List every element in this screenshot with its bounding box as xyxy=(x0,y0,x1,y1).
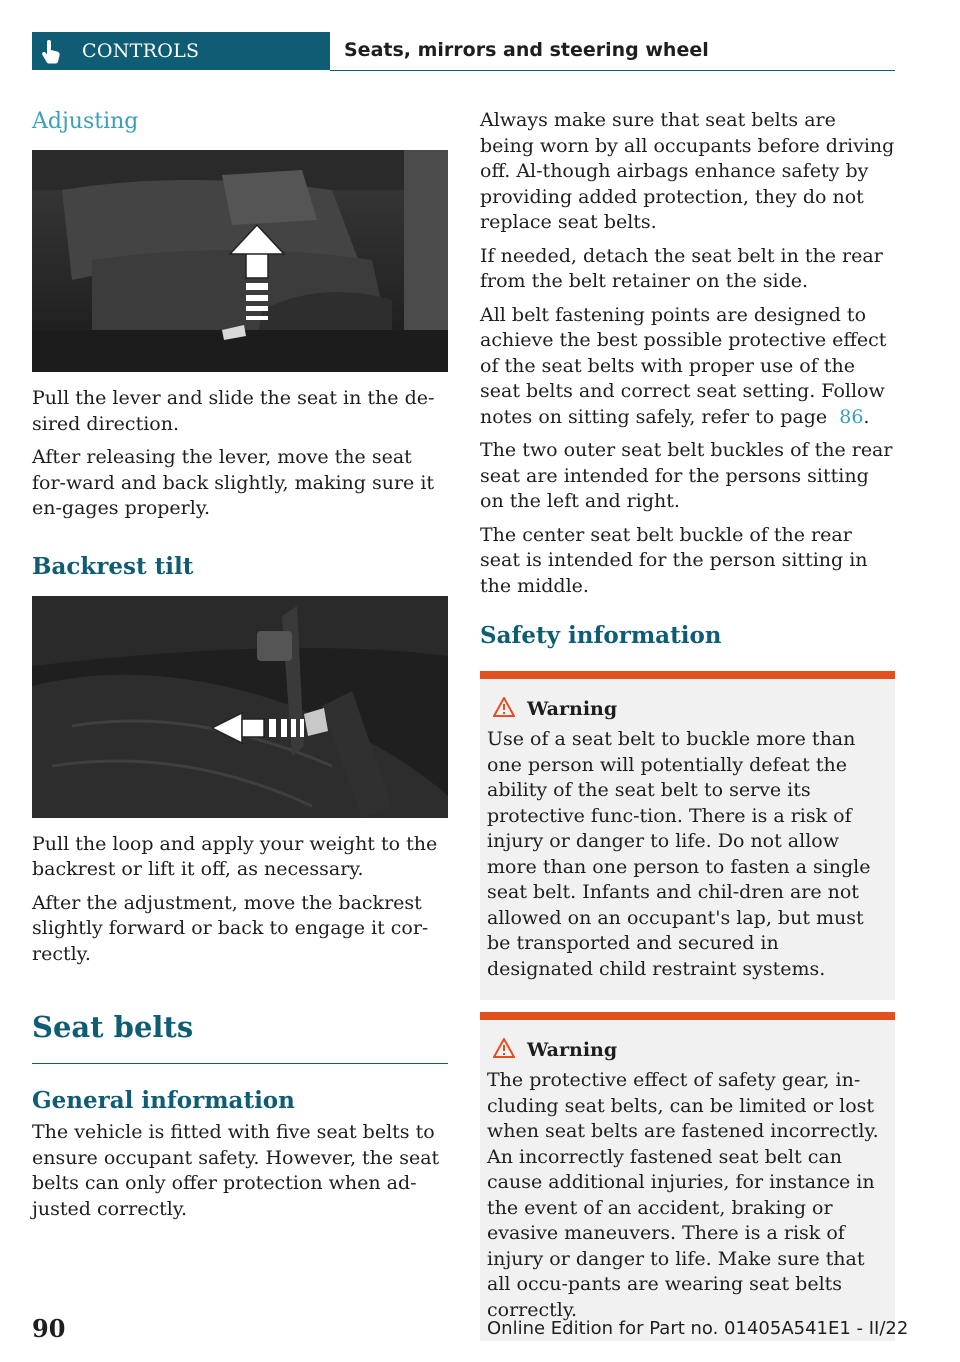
adjusting-text-2: After releasing the lever, move the seat for-ward and back slightly, making sure it en-gages properly. xyxy=(32,446,435,519)
belts-text-5: The center seat belt buckle of the rear seat is intended for the person sitting in the middle. xyxy=(480,523,868,597)
belts-text-2: If needed, detach the seat belt in the rear from the belt retainer on the side. xyxy=(480,244,883,292)
warning-title: Warning xyxy=(527,1039,618,1061)
backrest-text-2: After the adjustment, move the backrest slightly forward or back to engage it cor-rectly. xyxy=(32,891,429,965)
belts-text-3-body: All belt fastening points are designed to achieve the best possible protective effect of the seat belts with proper use of the seat belts and correct seat setting. Follow notes on sitting safely, refer to page xyxy=(480,303,887,428)
backrest-text-1: Pull the loop and apply your weight to the backrest or lift it off, as necessary. xyxy=(32,832,438,880)
page-reference-link[interactable]: 86 xyxy=(839,405,864,428)
rear-seat-lever-photo xyxy=(32,150,448,372)
header-divider xyxy=(330,70,895,71)
warning-box xyxy=(480,671,895,1000)
page-header xyxy=(32,32,895,70)
chapter-divider xyxy=(32,1063,448,1064)
warning-text: Use of a seat belt to buckle more than one person will potentially defeat the ability of the seat belt to serve its protective func-tion. There is a risk of injury or danger to life. Do not allow more than one person to fasten a single seat belt. Infants and chil-dren are not allowed on an occupant's lap, but must be transported and secured in designated child restraint systems. xyxy=(487,728,871,980)
belts-text-3 xyxy=(480,303,895,431)
warning-title: Warning xyxy=(527,698,618,720)
warning-box xyxy=(480,1012,895,1341)
warning-text: The protective effect of safety gear, in-cluding seat belts, can be limited or lost when seat belts are fastened incorrectly. An incorrectly fastened seat belt can cause additional injuries, for instance in the event of an accident, braking or evasive maneuvers. There is a risk of injury or danger to life. Make sure that all occu-pants are wearing seat belts correctly. xyxy=(487,1069,879,1321)
chapter-title: Seats, mirrors and steering wheel xyxy=(344,39,709,61)
seat-belts-heading: Seat belts xyxy=(32,1010,194,1044)
backrest-heading: Backrest tilt xyxy=(32,552,194,580)
belts-text-4: The two outer seat belt buckles of the rear seat are intended for the persons sitting on the left and right. xyxy=(480,439,893,512)
adjusting-heading: Adjusting xyxy=(32,109,139,134)
backrest-loop-photo xyxy=(32,596,448,818)
finger-pointer-icon xyxy=(40,40,62,68)
adjusting-text-1: Pull the lever and slide the seat in the de-sired direction. xyxy=(32,387,435,435)
warning-header xyxy=(487,697,888,721)
section-tab-label: CONTROLS xyxy=(82,40,200,62)
general-information-heading: General information xyxy=(32,1087,295,1114)
edition-footer: Online Edition for Part no. 01405A541E1 - II/22 xyxy=(487,1318,909,1339)
warning-triangle-icon xyxy=(493,1038,515,1062)
section-tab[interactable] xyxy=(32,32,330,70)
page-number: 90 xyxy=(32,1314,66,1343)
belts-text-1: Always make sure that seat belts are being worn by all occupants before driving off. Al-though airbags enhance safety by providing added protection, they do not replace seat belts. xyxy=(480,109,895,233)
warning-header xyxy=(487,1038,888,1062)
general-information-text: The vehicle is fitted with five seat belts to ensure occupant safety. However, the seat belts can only offer protection when ad-justed correctly. xyxy=(32,1121,440,1220)
belts-text-3-end: . xyxy=(863,405,870,428)
warning-triangle-icon xyxy=(493,697,515,721)
safety-information-heading: Safety information xyxy=(480,622,722,649)
left-column xyxy=(32,108,448,1230)
right-column xyxy=(480,108,895,1353)
